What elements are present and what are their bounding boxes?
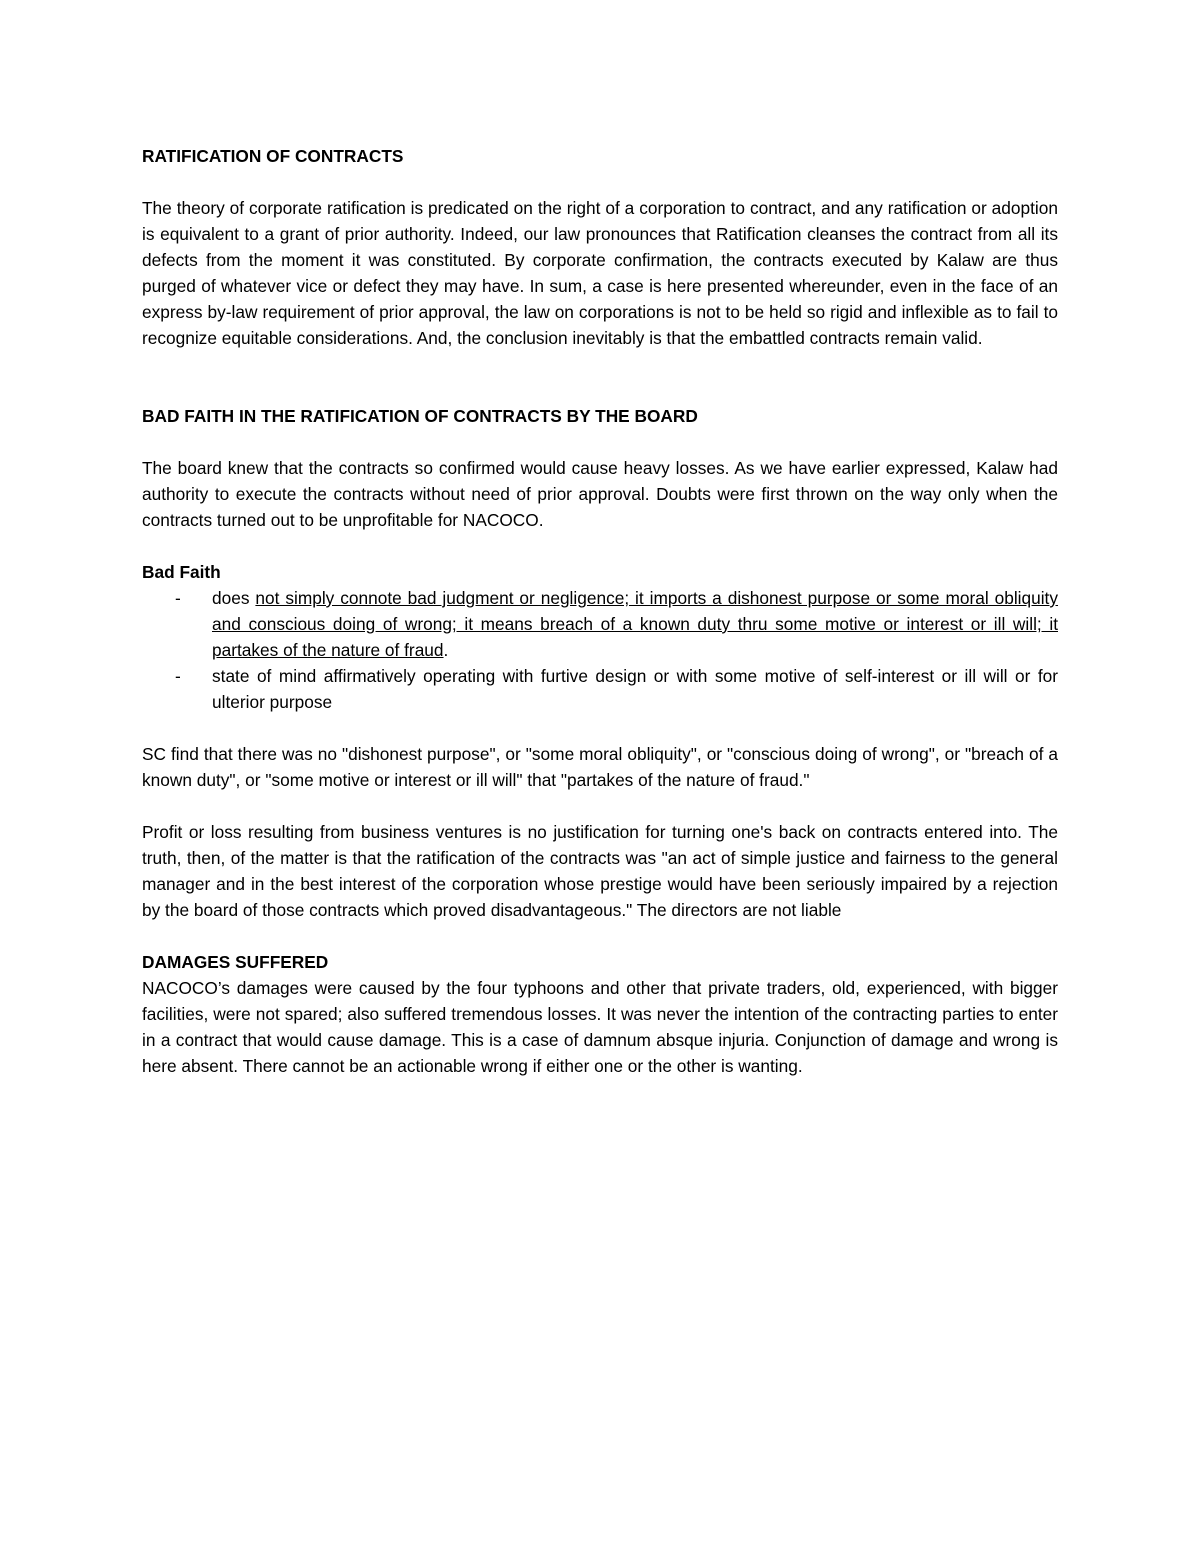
dash-bullet: - xyxy=(175,666,181,686)
section-heading-damages: DAMAGES SUFFERED xyxy=(142,952,329,972)
spacer xyxy=(142,351,1058,403)
ratification-paragraph: The theory of corporate ratification is predicated on the right of a corporation to contract, and any ratification or adoption is equivalent to a grant of prior authority. Indeed, our law pronounces that Ratification cleanses the contract from all its defects from the moment it was constituted. By corporate confirmation, the contracts executed by Kalaw are thus purged of whatever vice or defect they may have. In sum, a case is here presented whereunder, even in the face of an express by-law requirement of prior approval, the law on corporations is not to be held so rigid and inflexible as to fail to recognize equitable considerations. And, the conclusion inevitably is that the embattled contracts remain valid. xyxy=(142,198,1058,348)
spacer xyxy=(142,533,1058,559)
bullet-text: does xyxy=(212,588,256,608)
list-item xyxy=(142,585,1058,663)
profit-loss-paragraph: Profit or loss resulting from business ventures is no justification for turning one's back on contracts entered into. The truth, then, of the matter is that the ratification of the contracts was "an act of simple justice and fairness to the general manager and in the best interest of the corporation whose prestige would have been seriously impaired by a rejection by the board of those contracts which proved disadvantageous." The directors are not liable xyxy=(142,822,1058,920)
dash-bullet: - xyxy=(175,588,181,608)
bullet-text-end: . xyxy=(443,640,449,660)
spacer xyxy=(142,715,1058,741)
spacer xyxy=(142,169,1058,195)
board-paragraph: The board knew that the contracts so confirmed would cause heavy losses. As we have earlier expressed, Kalaw had authority to execute the contracts without need of prior approval. Doubts were first thrown on the way only when the contracts turned out to be unprofitable for NACOCO. xyxy=(142,458,1058,530)
spacer xyxy=(142,793,1058,819)
spacer xyxy=(142,923,1058,949)
bullet-text: state of mind affirmatively operating with furtive design or with some motive of self-interest or ill will or for ulterior purpose xyxy=(212,666,1058,712)
damages-paragraph: NACOCO’s damages were caused by the four typhoons and other that private traders, old, experienced, with bigger facilities, were not spared; also suffered tremendous losses. It was never the intention of the contracting parties to enter in a contract that would cause damage. This is a case of damnum absque injuria. Conjunction of damage and wrong is here absent. There cannot be an actionable wrong if either one or the other is wanting. xyxy=(142,978,1058,1076)
underlined-definition: not simply connote bad judgment or negligence; it imports a dishonest purpose or some moral obliquity and conscious doing of wrong; it means breach of a known duty thru some motive or interest or ill will; it partakes of the nature of fraud xyxy=(212,588,1059,660)
sc-finding-paragraph: SC find that there was no "dishonest purpose", or "some moral obliquity", or "conscious doing of wrong", or "breach of a known duty", or "some motive or interest or ill will" that "partakes of the nature of fraud." xyxy=(142,744,1058,790)
document-body xyxy=(142,143,1058,1079)
list-item xyxy=(142,663,1058,715)
section-heading-bad-faith-board: BAD FAITH IN THE RATIFICATION OF CONTRACTS BY THE BOARD xyxy=(142,406,698,426)
section-heading-ratification: RATIFICATION OF CONTRACTS xyxy=(142,146,404,166)
spacer xyxy=(142,429,1058,455)
bad-faith-subheading: Bad Faith xyxy=(142,562,221,582)
bad-faith-definition-list xyxy=(142,585,1058,715)
